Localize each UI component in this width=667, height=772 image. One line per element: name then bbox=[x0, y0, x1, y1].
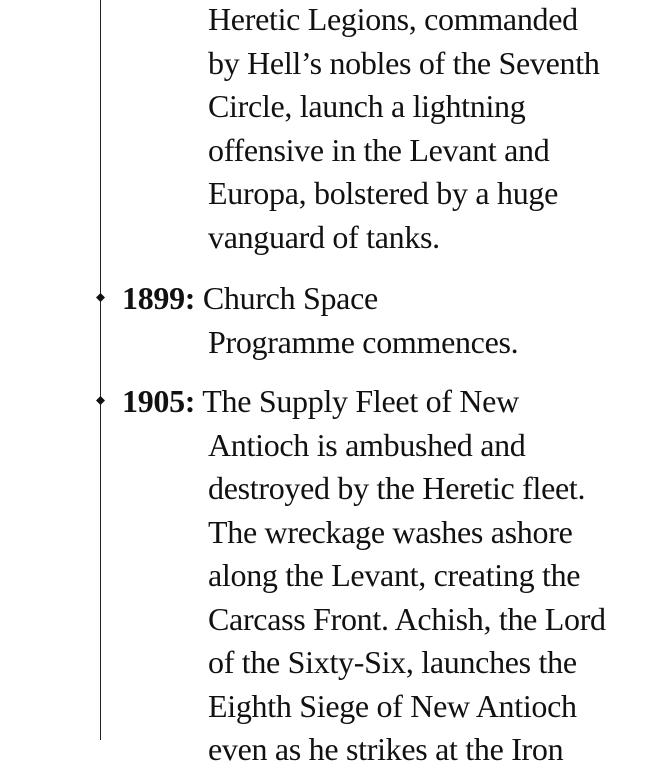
entry-line: The Supply Fleet of New bbox=[202, 383, 519, 419]
entry-line: Programme commences. bbox=[208, 323, 519, 360]
entry-line: Eighth Siege of New Antioch bbox=[208, 687, 577, 724]
entry-line: Carcass Front. Achish, the Lord bbox=[208, 600, 606, 637]
entry-line: along the Levant, creating the bbox=[208, 557, 581, 593]
entry-year: 1905: bbox=[122, 383, 196, 419]
entry-line: even as he strikes at the Iron bbox=[208, 731, 564, 767]
entry-year: 1899: bbox=[122, 280, 196, 316]
entry-line: Circle, launch a lightning bbox=[208, 88, 526, 124]
entry-line: destroyed by the Heretic fleet. bbox=[208, 470, 586, 506]
timeline-diamond-icon bbox=[96, 396, 105, 405]
entry-line: The wreckage washes ashore bbox=[208, 513, 573, 550]
timeline-diamond-icon bbox=[96, 293, 105, 302]
timeline-vertical-line bbox=[100, 0, 101, 740]
entry-line: Europa, bolstered by a huge bbox=[208, 175, 559, 211]
entry-line: offensive in the Levant and bbox=[208, 131, 550, 168]
entry-first-line bbox=[122, 277, 378, 321]
entry-line: Heretic Legions, commanded bbox=[208, 1, 578, 37]
entry-line: by Hell’s nobles of the Seventh bbox=[208, 44, 600, 81]
entry-line: Antioch is ambushed and bbox=[208, 426, 526, 463]
entry-first-line bbox=[122, 380, 519, 424]
entry-line: Church Space bbox=[202, 280, 378, 316]
entry-line: vanguard of tanks. bbox=[208, 218, 440, 255]
entry-line: of the Sixty-Six, launches the bbox=[208, 644, 577, 680]
